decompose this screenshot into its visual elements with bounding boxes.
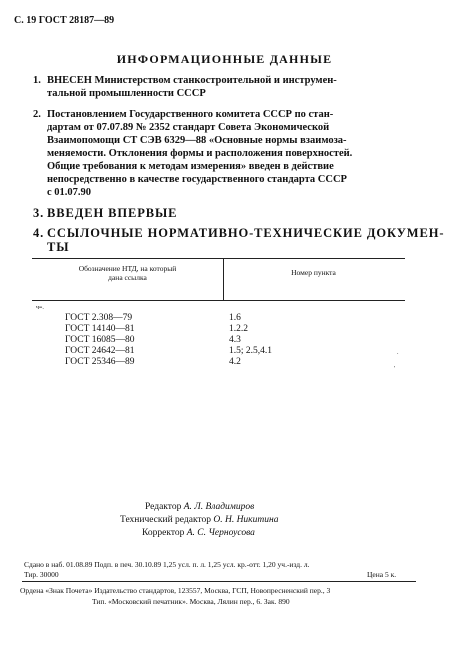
section-1-line: тальной промышленности СССР <box>47 88 206 99</box>
table-column-divider <box>223 258 224 300</box>
ink-mark: . <box>397 350 399 356</box>
section-2-line: Постановлением Государственного комитета СССР по стан- <box>47 109 334 120</box>
table-header-item: Номер пункта <box>291 268 336 277</box>
document-page: С. 19 ГОСТ 28187—89 ИНФОРМАЦИОННЫЕ ДАННЫЕ 1. ВНЕСЕН Министерством станкостроительной и инструмен- тальной промышленности СССР 2. Постановлением Государственного комитета СССР по стан- дартам от 07.07.89 № 2352 стандарт Совета Экономической Взаимопомощи СТ СЭВ 6329—88 «Основные нормы взаимоза- меняемости. Отклонения формы и расположения поверхностей. Общие требования к методам измерения» введен в действие непосредственно в качестве государственного стандарта СССР с 01.07.90 3. ВВЕДЕН ВПЕРВЫЕ 4. ССЫЛОЧНЫЕ НОРМАТИВНО-ТЕХНИЧЕСКИЕ ДОКУМЕН- ТЫ Обозначение НТД, на который дана ссылка Номер пункта ч≡. ГОСТ 2.308—79 1.6 ГОСТ 14140—81 1.2.2 ГОСТ 16085—80 4.3 ГОСТ 24642—81 1.5; 2.5,4.1 ГОСТ 25346—89 4.2 . ʹ Редактор А. Л. Владимиров Технический редактор О. Н. Никитина Корректор А. С. Черноусова Сдано в наб. 01.08.89 Подп. в печ. 30.10.89 1,25 усл. п. л. 1,25 усл. кр.-отт. 1,20 уч.-изд. л. Тир. 30000 Цена 5 к. Ордена «Знак Почета» Издательство стандартов, 123557, Москва, ГСП, Новопресненский пер., 3 Тип. «Московский печатник». Москва, Лялин пер., 6. Зак. 890 <box>0 0 449 653</box>
imprint-rule <box>22 581 416 582</box>
section-1-line: ВНЕСЕН Министерством станкостроительной и инструмен- <box>47 75 337 86</box>
section-2-line: Общие требования к методам измерения» введен в действие <box>47 161 334 172</box>
section-2-line: дартам от 07.07.89 № 2352 стандарт Совета Экономической <box>47 122 330 133</box>
section-2-number: 2. <box>33 109 41 120</box>
page-title: ИНФОРМАЦИОННЫЕ ДАННЫЕ <box>116 52 333 66</box>
section-4-number: 4. <box>33 226 45 240</box>
credit-technical-editor: Технический редактор О. Н. Никитина <box>120 515 279 525</box>
section-2-line: непосредственно в качестве государственного стандарта СССР <box>47 174 347 185</box>
printer-line: Тип. «Московский печатник». Москва, Лялин пер., 6. Зак. 890 <box>92 597 290 606</box>
credit-editor: Редактор А. Л. Владимиров <box>145 502 255 512</box>
section-3-number: 3. <box>33 206 45 220</box>
table-header-rule <box>32 300 405 301</box>
table-header-document: Обозначение НТД, на который дана ссылка <box>78 264 177 282</box>
section-4-line: ССЫЛОЧНЫЕ НОРМАТИВНО-ТЕХНИЧЕСКИЕ ДОКУМЕН- <box>47 226 445 240</box>
section-3-text: ВВЕДЕН ВПЕРВЫЕ <box>47 206 178 220</box>
page-header: С. 19 ГОСТ 28187—89 <box>14 15 115 26</box>
imprint-line: Сдано в наб. 01.08.89 Подп. в печ. 30.10.89 1,25 усл. п. л. 1,25 усл. кр.-отт. 1,20 уч.-изд. л. <box>24 560 310 569</box>
imprint-price: Цена 5 к. <box>367 570 397 579</box>
section-4-line: ТЫ <box>47 240 70 254</box>
section-1-number: 1. <box>33 75 41 86</box>
ink-mark: ʹ <box>394 366 396 372</box>
publisher-line: Ордена «Знак Почета» Издательство стандартов, 123557, Москва, ГСП, Новопресненский пер., 3 <box>20 586 331 595</box>
section-2-line: с 01.07.90 <box>47 187 92 198</box>
ink-mark: ч≡. <box>36 305 44 311</box>
section-2-line: Взаимопомощи СТ СЭВ 6329—88 «Основные нормы взаимоза- <box>47 135 347 146</box>
table-top-rule <box>32 258 405 259</box>
credit-proofreader: Корректор А. С. Черноусова <box>142 528 255 538</box>
imprint-tirazh: Тир. 30000 <box>24 570 59 579</box>
section-2-line: меняемости. Отклонения формы и расположения поверхностей. <box>47 148 353 159</box>
